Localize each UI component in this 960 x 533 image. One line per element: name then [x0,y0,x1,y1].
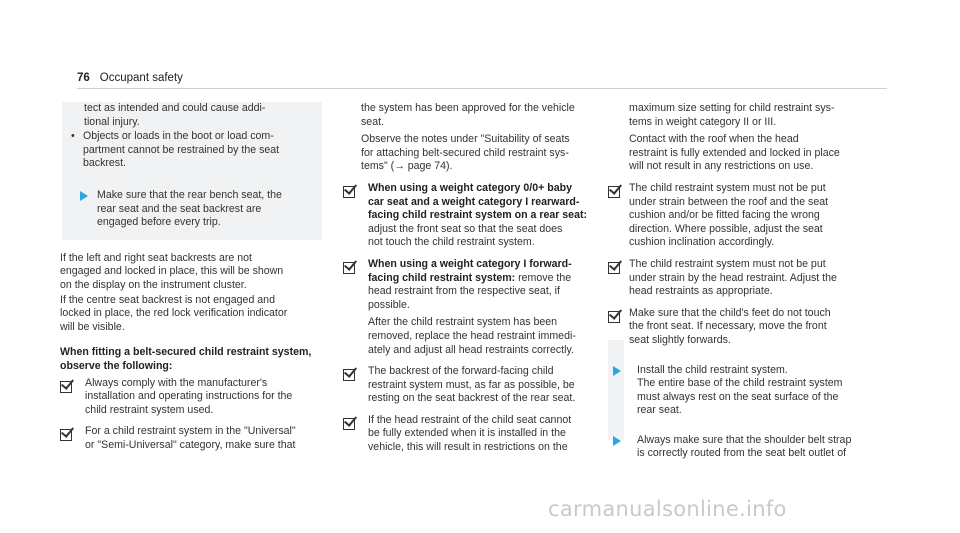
checklist-item [343,182,605,250]
continued-text: the system has been approved for the vehicle seat. [361,102,575,128]
warning-action-text: Make sure that the rear bench seat, the rear seat and the seat backrest are engaged before every trip. [97,188,282,229]
paragraph-centre-seat: If the centre seat backrest is not engaged and locked in place, the red lock verification indicator will be visible. [60,293,288,333]
checklist-text: The backrest of the forward-facing child restraint system must, as far as possible, be resting on the seat backrest of the rear seat. [368,365,576,405]
checkbox-icon [608,259,623,274]
checklist-item [343,258,605,357]
header-divider [77,88,887,89]
page-reference-link[interactable]: page 74). [404,160,453,173]
section-heading: When fitting a belt-secured child restraint system, observe the following: [60,346,312,372]
continued-text: maximum size setting for child restraint sys- tems in weight category II or III. [629,102,835,128]
section-title: Occupant safety [99,72,183,84]
continued-text: Contact with the roof when the head restraint is fully extended and locked in place will not result in any restrictions on use. [629,133,840,173]
reference-note [343,133,605,174]
action-step [608,434,873,461]
checklist-item [608,182,873,250]
checklist-text: Always comply with the manufacturer's installation and operating instructions for the child restraint system used. [85,376,293,416]
warning-box [62,102,322,240]
checklist-heading: When using a weight category 0/0+ baby car seat and a weight category I rearward- facing child restraint system on a rear seat: [368,181,588,222]
reference-text: Observe the notes under "Suitability of seats for attaching belt-secured child restraint sys- tems" ( [361,133,570,173]
checklist-text: The child restraint system must not be put under strain by the head restraint. Adjust the head restraints as appropriate. [629,257,837,298]
checklist-text: adjust the front seat so that the seat does not touch the child restraint system. [368,222,563,249]
checklist-item [60,425,325,452]
checkbox-icon [343,366,358,381]
checklist-text: remove the head restraint from the respective seat, if possible. [368,271,572,311]
column-right [608,102,873,461]
checkbox-icon [60,426,75,441]
warning-continuation: tect as intended and could cause addi- tional injury. [84,102,266,128]
action-arrow-icon [80,191,88,201]
warning-bullet-text: Objects or loads in the boot or load com- partment cannot be restrained by the seat backrest. [83,130,280,170]
action-step [608,364,873,418]
checklist-item [343,365,605,406]
checklist-item [60,377,325,418]
page-ref-arrow-icon: → [394,160,405,173]
warning-action [62,189,322,230]
bullet-dot-icon: • [71,130,75,143]
checkbox-icon [343,183,358,198]
page-number: 76 [77,72,90,84]
action-text: Always make sure that the shoulder belt strap is correctly routed from the seat belt outlet of [637,433,852,460]
paragraph-seat-backrests: If the left and right seat backrests are not engaged and locked in place, this will be shown on the display on the instrument cluster. [60,251,284,291]
checklist-heading: When using a weight category I forward- facing child restraint system: [368,257,572,284]
checklist-item [608,307,873,348]
checklist-text: Make sure that the child's feet do not touch the front seat. If necessary, move the front seat slightly forwards. [629,306,831,346]
checkbox-icon [343,259,358,274]
action-text: Install the child restraint system. The entire base of the child restraint system must always rest on the seat surface of the rear seat. [637,363,843,417]
checklist-subtext: After the child restraint system has been removed, replace the head restraint immedi- ately and adjust all head restraints correctly. [368,316,576,356]
watermark: carmanualsonline.info [548,497,787,521]
warning-bullet [62,130,322,171]
action-arrow-icon [613,436,621,446]
column-middle [343,102,605,455]
column-left [60,102,325,452]
checklist-text: For a child restraint system in the "Universal" or "Semi-Universal" category, make sure that [85,425,296,451]
checkbox-icon [608,183,623,198]
checkbox-icon [608,308,623,323]
checkbox-icon [343,415,358,430]
checklist-text: The child restraint system must not be put under strain between the roof and the seat cushion and/or be fitted facing the wrong direction. Where possible, adjust the seat cushion inclination accordingly. [629,181,829,249]
checklist-item [608,258,873,299]
checkbox-icon [60,378,75,393]
page-header [77,72,183,86]
action-arrow-icon [613,366,621,376]
checklist-item [343,414,605,455]
checklist-text: If the head restraint of the child seat cannot be fully extended when it is installed in the vehicle, this will result in restrictions on the [368,413,572,454]
